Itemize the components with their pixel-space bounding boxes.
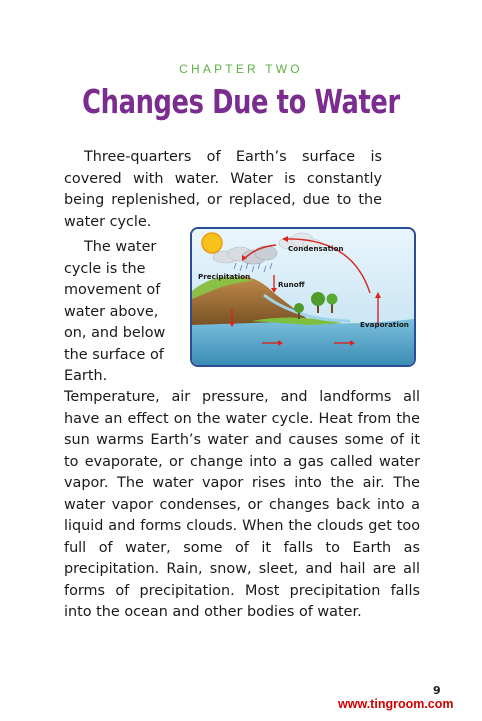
evaporation-label: Evaporation [360, 320, 409, 329]
paragraph-intro: Three-quarters of Earth’s surface is covered with water. Water is constantly being replenished, or replaced, due to the water cycle. [64, 149, 382, 230]
sun-icon [202, 233, 222, 253]
paragraph-water-cycle-process: Temperature, air pressure, and landforms all have an effect on the water cycle. Heat from the sun warms Earth’s water and causes some of it to evaporate, or change into a gas called water vapor. The water vapor rises into the air. The water vapor condenses, or changes back into a liquid and forms clouds. When the clouds get too full of water, some of it falls to Earth as precipitation. Rain, snow, sleet, and hail are all forms of precipitation. Most precipitation falls into the ocean and other bodies of water. [64, 389, 420, 620]
chapter-label: CHAPTER TWO [179, 62, 303, 76]
precipitation-label: Precipitation [198, 272, 251, 281]
watermark: www.tingroom.com [338, 697, 454, 711]
water-cycle-illustration [192, 229, 414, 365]
condensation-label: Condensation [288, 244, 344, 253]
water-cycle-diagram [190, 227, 416, 367]
runoff-label: Runoff [278, 280, 305, 289]
paragraph-water-cycle-definition: The water cycle is the movement of water above, on, and below the surface of Earth. [64, 239, 166, 384]
chapter-title: Changes Due to Water [82, 82, 400, 121]
page-number: 9 [433, 684, 441, 697]
